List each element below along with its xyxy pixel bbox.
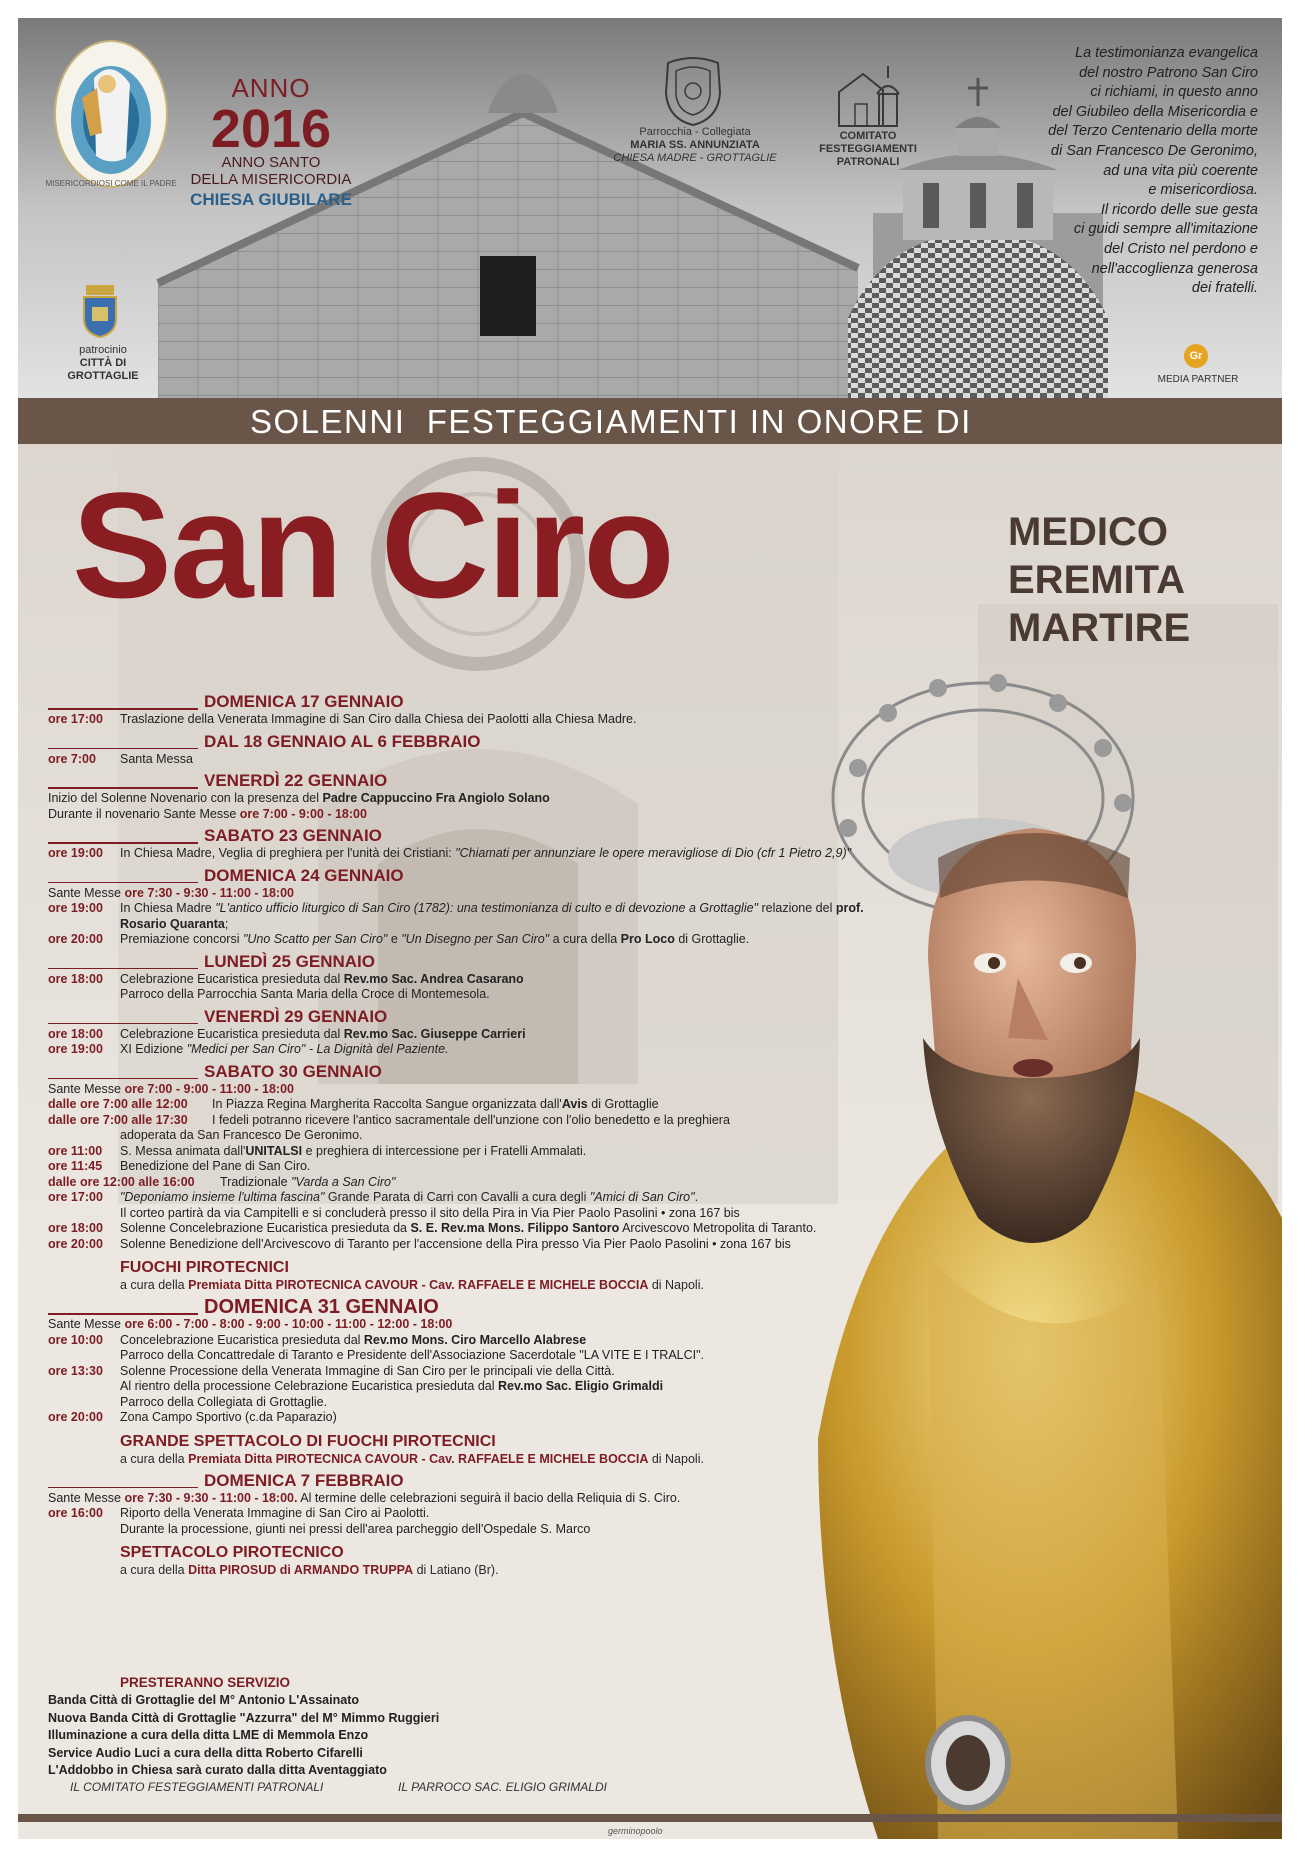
day-block xyxy=(48,952,908,1003)
event-row: ore 18:00 Solenne Concelebrazione Eucaristica presieduta da S. E. Rev.ma Mons. Filippo Santoro Arcivescovo Metropolita di Taranto. xyxy=(48,1221,817,1235)
comitato-line1: COMITATO xyxy=(839,130,897,142)
day-title: DOMENICA 31 GENNAIO xyxy=(48,1297,908,1317)
intro-quote xyxy=(1008,44,1258,299)
anno-santo-block xyxy=(166,73,376,210)
quote-line: del nostro Patrono San Ciro xyxy=(1079,64,1258,81)
fireworks-title: GRANDE SPETTACOLO DI FUOCHI PIROTECNICI xyxy=(120,1432,496,1450)
city-patronage xyxy=(58,344,148,383)
anno-sub2: DELLA MISERICORDIA xyxy=(190,171,352,188)
event-row: dalle ore 7:00 alle 12:00 In Piazza Regina Margherita Raccolta Sangue organizzata dall'Avis di Grottaglie xyxy=(48,1097,659,1111)
event-row: Sante Messe ore 7:30 - 9:30 - 11:00 - 18:00 xyxy=(48,885,294,900)
day-block xyxy=(48,732,908,768)
event-row: ore 20:00 Zona Campo Sportivo (c.da Paparazio) xyxy=(48,1410,337,1424)
parish-info xyxy=(610,126,780,165)
event-row: Sante Messe ore 6:00 - 7:00 - 8:00 - 9:00 - 10:00 - 11:00 - 12:00 - 18:00 xyxy=(48,1317,453,1331)
festival-poster xyxy=(18,18,1282,1839)
quote-line: Il ricordo delle sue gesta xyxy=(1100,201,1258,218)
event-row: ore 10:00 Concelebrazione Eucaristica presieduta dal Rev.mo Mons. Ciro Marcello Alabrese Parroco della Concattredale di Taranto e Presidente dell'Associazione Sacerdotale "LA VITE E I TRALCI". xyxy=(48,1332,705,1362)
subtitle-line: EREMITA xyxy=(1008,558,1186,602)
event-row: ore 11:45 Benedizione del Pane di San Ciro. xyxy=(48,1159,311,1173)
day-title: DAL 18 GENNAIO AL 6 FEBBRAIO xyxy=(48,732,908,752)
quote-line: e misericordiosa. xyxy=(1148,182,1258,199)
quote-line: del Terzo Centenario della morte xyxy=(1048,123,1258,140)
day-block xyxy=(48,1297,908,1467)
day-block xyxy=(48,826,908,862)
band-title: SOLENNI FESTEGGIAMENTI IN ONORE DI xyxy=(250,403,972,440)
day-title: VENERDÌ 22 GENNAIO xyxy=(48,771,908,791)
title-band xyxy=(18,398,1282,444)
svg-text:MISERICORDIOSI COME IL PADRE: MISERICORDIOSI COME IL PADRE xyxy=(45,179,177,188)
service-item: Banda Città di Grottaglie del M° Antonio L'Assainato xyxy=(48,1693,359,1707)
city-line1: patrocinio xyxy=(79,344,127,356)
chiesa-giubilare: CHIESA GIUBILARE xyxy=(190,190,352,209)
quote-line: del Giubileo della Misericordia e xyxy=(1052,103,1258,120)
event-row: ore 19:00 In Chiesa Madre "L'antico ufficio liturgico di San Ciro (1782): una testimonianza di culto e di devozione a Grottaglie" relazione del prof. Rosario Quaranta; xyxy=(48,901,864,931)
subtitle-line: MARTIRE xyxy=(1008,606,1191,650)
quote-line: del Cristo nel perdono e xyxy=(1104,240,1258,257)
day-block xyxy=(48,692,908,728)
comitato-label xyxy=(808,130,928,169)
program-schedule xyxy=(48,688,908,1578)
event-row: ore 11:00 S. Messa animata dall'UNITALSI e preghiera di intercessione per i Fratelli Ammalati. xyxy=(48,1143,587,1158)
service-item: L'Addobbo in Chiesa sarà curato dalla ditta Aventaggiato xyxy=(48,1763,387,1777)
event-row: ore 17:00 "Deponiamo insieme l'ultima fascina" Grande Parata di Carri con Cavalli a cura degli "Amici di San Ciro". Il corteo partirà da via Campitelli e si concluderà presso il sito della Pira in Via Pier Paolo Pasolini • zona 167 bis xyxy=(48,1190,740,1220)
event-row: ore 20:00 Premiazione concorsi "Uno Scatto per San Ciro" e "Un Disegno per San Ciro" a cura della Pro Loco di Grottaglie. xyxy=(48,932,750,946)
event-row: Inizio del Solenne Novenario con la presenza del Padre Cappuccino Fra Angiolo Solano xyxy=(48,791,550,805)
event-row: ore 18:00 Celebrazione Eucaristica presieduta dal Rev.mo Sac. Andrea Casarano Parroco della Parrocchia Santa Maria della Croce di Montemesola. xyxy=(48,971,524,1001)
service-title: PRESTERANNO SERVIZIO xyxy=(120,1675,291,1690)
day-block xyxy=(48,1471,908,1579)
parish-crest-icon xyxy=(658,53,728,127)
day-title: SABATO 23 GENNAIO xyxy=(48,826,908,846)
fireworks-sub: a cura della Premiata Ditta PIROTECNICA CAVOUR - Cav. RAFFAELE E MICHELE BOCCIA di Napoli. xyxy=(120,1278,704,1292)
service-item: Nuova Banda Città di Grottaglie "Azzurra" del M° Mimmo Ruggieri xyxy=(48,1710,440,1725)
day-title: LUNEDÌ 25 GENNAIO xyxy=(48,952,908,972)
event-row: Sante Messe ore 7:00 - 9:00 - 11:00 - 18:00 xyxy=(48,1081,294,1096)
media-partner-label: MEDIA PARTNER xyxy=(1157,374,1239,385)
main-title: San Ciro xyxy=(72,461,673,629)
parish-line1: Parrocchia - Collegiata xyxy=(639,126,751,138)
day-block xyxy=(48,1007,908,1058)
fireworks-title: FUOCHI PIROTECNICI xyxy=(120,1259,289,1276)
event-row: dalle ore 7:00 alle 17:30 I fedeli potranno ricevere l'antico sacramentale dell'unzione con l'olio benedetto e la preghiera xyxy=(48,1112,730,1127)
parish-line2: MARIA SS. ANNUNZIATA xyxy=(630,139,760,151)
signature-parroco: IL PARROCO SAC. ELIGIO GRIMALDI xyxy=(398,1780,607,1794)
anno-label: ANNO xyxy=(231,73,311,103)
fireworks-title: SPETTACOLO PIROTECNICO xyxy=(120,1544,344,1561)
event-row: ore 16:00 Riporto della Venerata Immagine di San Ciro ai Paolotti. Durante la processione, giunti nei pressi dell'area parcheggio dell'Ospedale S. Marco xyxy=(48,1506,591,1536)
quote-line: La testimonianza evangelica xyxy=(1075,45,1258,61)
day-title: DOMENICA 7 FEBBRAIO xyxy=(48,1471,908,1491)
subtitle-line: MEDICO xyxy=(1008,510,1168,554)
day-title: DOMENICA 24 GENNAIO xyxy=(48,866,908,886)
header-banner xyxy=(18,18,1282,398)
day-block xyxy=(48,1062,908,1294)
fireworks-sub: a cura della Ditta PIROSUD di ARMANDO TRUPPA di Latiano (Br). xyxy=(120,1563,499,1577)
event-row: adoperata da San Francesco De Geronimo. xyxy=(120,1128,363,1142)
event-row: ore 17:00 Traslazione della Venerata Immagine di San Ciro dalla Chiesa dei Paolotti alla Chiesa Madre. xyxy=(48,712,637,726)
designer-credit: germinopoolo xyxy=(608,1826,663,1836)
quote-line: ad una vita più coerente xyxy=(1103,162,1258,179)
event-row: ore 13:30 Solenne Processione della Venerata Immagine di San Ciro per le principali vie della Città. Al rientro della processione Celebrazione Eucaristica presieduta dal Rev.mo Sac. Eligio Grimaldi Parroco della Collegiata di Grottaglie. xyxy=(48,1363,664,1409)
quote-line: dei fratelli. xyxy=(1191,280,1258,297)
city-crest-icon xyxy=(80,285,120,337)
subtitle xyxy=(1008,508,1190,652)
quote-line: nell'accoglienza generosa xyxy=(1091,260,1258,277)
comitato-church-icon xyxy=(833,60,903,132)
quote-line: ci guidi sempre all'imitazione xyxy=(1073,221,1258,238)
service-item: Service Audio Luci a cura della ditta Roberto Cifarelli xyxy=(48,1745,363,1760)
event-row: ore 19:00 In Chiesa Madre, Veglia di preghiera per l'unità dei Cristiani: "Chiamati per annunziare le opere meravigliose di Dio (cfr 1 Pietro 2,9)" xyxy=(48,846,852,860)
event-row: ore 20:00 Solenne Benedizione dell'Arcivescovo di Taranto per l'accensione della Pira presso Via Pier Paolo Pasolini • zona 167 bis xyxy=(48,1236,791,1251)
anno-year: 2016 xyxy=(210,99,332,159)
day-block xyxy=(48,771,908,822)
event-row: ore 19:00 XI Edizione "Medici per San Ciro" - La Dignità del Paziente. xyxy=(48,1042,449,1056)
quote-line: di San Francesco De Geronimo, xyxy=(1050,142,1258,159)
fireworks-sub: a cura della Premiata Ditta PIROTECNICA CAVOUR - Cav. RAFFAELE E MICHELE BOCCIA di Napoli. xyxy=(120,1451,704,1466)
day-title: SABATO 30 GENNAIO xyxy=(48,1062,908,1082)
anno-sub1: ANNO SANTO xyxy=(221,154,321,171)
city-line3: GROTTAGLIE xyxy=(67,370,139,382)
media-partner-logo: Gr xyxy=(1184,344,1208,368)
service-item: Illuminazione a cura della ditta LME di Memmola Enzo xyxy=(48,1728,369,1742)
quote-line: ci richiami, in questo anno xyxy=(1090,84,1258,101)
footer-bar xyxy=(18,1814,1282,1822)
jubilee-logo xyxy=(45,38,177,190)
day-block xyxy=(48,866,908,948)
event-row: dalle ore 12:00 alle 16:00 Tradizionale "Varda a San Ciro" xyxy=(48,1174,396,1189)
day-title: DOMENICA 17 GENNAIO xyxy=(48,692,908,712)
comitato-line3: PATRONALI xyxy=(836,156,900,168)
signature-comitato: IL COMITATO FESTEGGIAMENTI PATRONALI xyxy=(70,1780,324,1794)
city-line2: CITTÀ DI xyxy=(79,357,127,369)
day-title: VENERDÌ 29 GENNAIO xyxy=(48,1007,908,1027)
event-row: Durante il novenario Sante Messe ore 7:00 - 9:00 - 18:00 xyxy=(48,806,367,821)
parish-line3: CHIESA MADRE - GROTTAGLIE xyxy=(613,152,777,164)
event-row: Sante Messe ore 7:30 - 9:30 - 11:00 - 18:00. Al termine delle celebrazioni seguirà il bacio della Reliquia di S. Ciro. xyxy=(48,1490,681,1505)
comitato-line2: FESTEGGIAMENTI xyxy=(819,143,917,155)
event-row: ore 7:00 Santa Messa xyxy=(48,751,193,766)
event-row: ore 18:00 Celebrazione Eucaristica presieduta dal Rev.mo Sac. Giuseppe Carrieri xyxy=(48,1026,526,1041)
service-credits xyxy=(48,1674,648,1780)
